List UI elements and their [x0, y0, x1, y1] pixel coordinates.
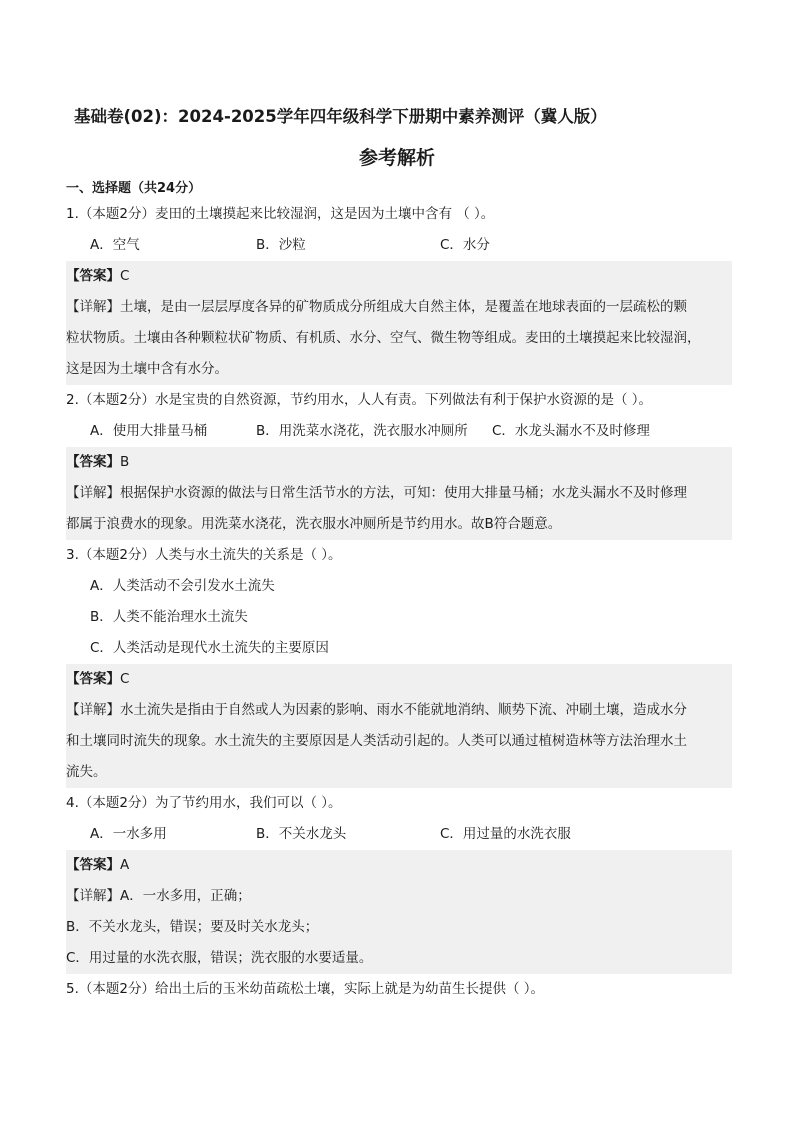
document-subtitle: 参考解析 — [358, 147, 435, 169]
question-4-option-b: B．不关水龙头 — [256, 826, 347, 842]
question-3-detail-line: 【详解】水土流失是指由于自然或人为因素的影响、雨水不能就地消纳、顺势下流、冲刷土壤，造成水分 — [66, 702, 687, 718]
question-2-options — [66, 416, 730, 447]
question-1-detail-line: 【详解】土壤，是由一层层厚度各异的矿物质成分所组成大自然主体，是覆盖在地球表面的一层疏松的颗 — [66, 299, 687, 315]
question-4-answer-block — [66, 850, 732, 974]
question-1-stem: 1.（本题2分）麦田的土壤摸起来比较湿润，这是因为土壤中含有 （ ）。 — [66, 206, 495, 222]
question-1-option-c: C．水分 — [440, 237, 490, 253]
question-2-option-a: A．使用大排量马桶 — [90, 423, 208, 439]
question-4-options — [66, 819, 730, 850]
question-4-detail-line: B．不关水龙头，错误；要及时关水龙头； — [66, 919, 319, 935]
question-1-detail-line: 这是因为土壤中含有水分。 — [66, 361, 228, 377]
question-2-answer: 【答案】B — [66, 454, 130, 470]
question-1-answer-block — [66, 261, 732, 385]
question-4-option-c: C．用过量的水洗衣服 — [440, 826, 571, 842]
question-3-option-a: A．人类活动不会引发水土流失 — [90, 578, 275, 594]
question-3-answer-block — [66, 664, 732, 788]
question-2-option-c: C．水龙头漏水不及时修理 — [492, 423, 650, 439]
question-2-answer-block — [66, 447, 732, 540]
section-header: 一、选择题（共24分） — [66, 181, 202, 196]
question-4-stem: 4.（本题2分）为了节约用水，我们可以（ ）。 — [66, 795, 342, 811]
document-title: 基础卷(02)：2024-2025学年四年级科学下册期中素养测评（冀人版） — [74, 107, 607, 126]
question-3-stem: 3.（本题2分）人类与水土流失的关系是（ ）。 — [66, 547, 342, 563]
question-4-detail-line: C．用过量的水洗衣服，错误；洗衣服的水要适量。 — [66, 950, 373, 966]
question-3-detail-line: 流失。 — [66, 764, 107, 780]
question-1-answer: 【答案】C — [66, 268, 130, 284]
content — [66, 179, 730, 1005]
question-2-option-b: B．用洗菜水浇花，洗衣服水冲厕所 — [256, 423, 468, 439]
question-4-option-a: A．一水多用 — [90, 826, 167, 842]
question-2-detail-line: 都属于浪费水的现象。用洗菜水浇花，洗衣服水冲厕所是节约用水。故B符合题意。 — [66, 516, 562, 532]
question-4-answer: 【答案】A — [66, 857, 130, 873]
question-3-answer: 【答案】C — [66, 671, 130, 687]
question-2-stem: 2.（本题2分）水是宝贵的自然资源，节约用水，人人有责。下列做法有利于保护水资源的是（ ）。 — [66, 392, 653, 408]
question-1-option-b: B．沙粒 — [256, 237, 306, 253]
question-3-option-b: B．人类不能治理水土流失 — [90, 609, 248, 625]
question-4-detail-line: 【详解】A．一水多用，正确； — [66, 888, 251, 904]
question-2-detail-line: 【详解】根据保护水资源的做法与日常生活节水的方法，可知：使用大排量马桶；水龙头漏水不及时修理 — [66, 485, 687, 501]
question-5-stem: 5.（本题2分）给出土后的玉米幼苗疏松土壤，实际上就是为幼苗生长提供（ ）。 — [66, 981, 545, 997]
question-1-option-a: A．空气 — [90, 237, 140, 253]
question-3-detail-line: 和土壤同时流失的现象。水土流失的主要原因是人类活动引起的。人类可以通过植树造林等方法治理水土 — [66, 733, 687, 749]
question-3-option-c: C．人类活动是现代水土流失的主要原因 — [90, 640, 329, 656]
question-1-options — [66, 230, 730, 261]
question-1-detail-line: 粒状物质。土壤由各种颗粒状矿物质、有机质、水分、空气、微生物等组成。麦田的土壤摸起来比较湿润， — [66, 330, 701, 346]
